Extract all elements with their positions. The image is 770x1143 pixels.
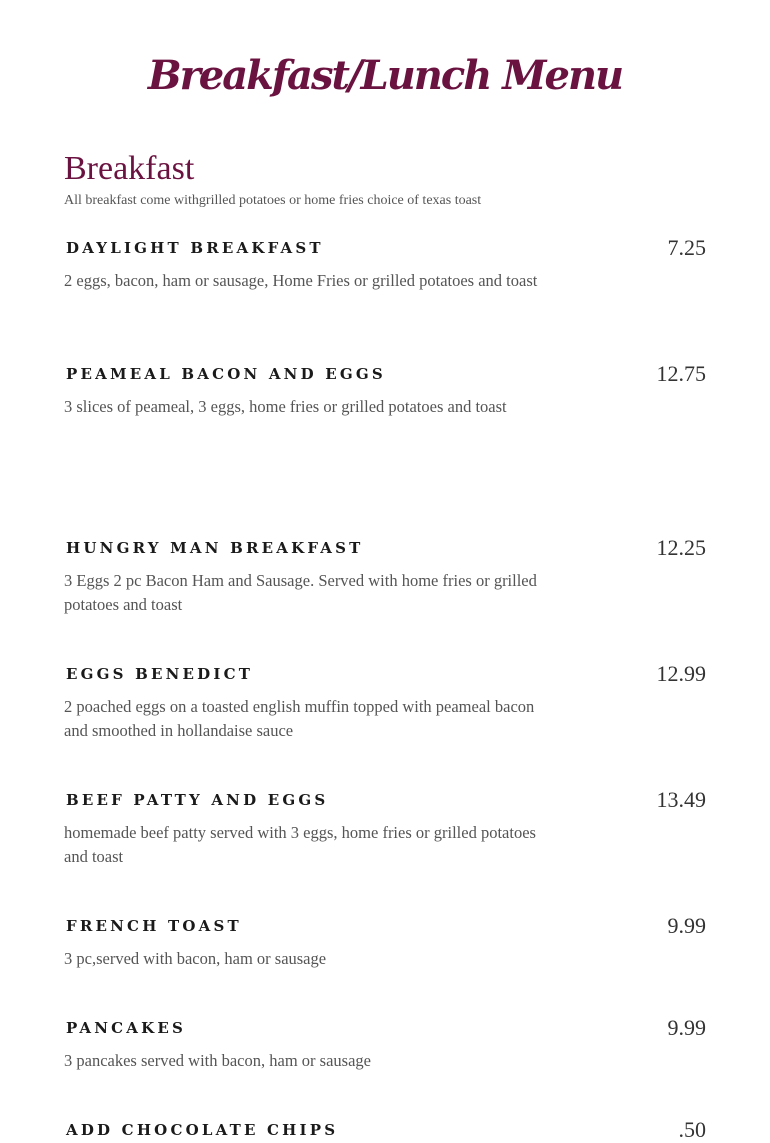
menu-item-name: ADD CHOCOLATE CHIPS: [66, 1121, 339, 1139]
menu-item-name: HUNGRY MAN BREAKFAST: [66, 539, 364, 557]
menu-item-description: 3 Eggs 2 pc Bacon Ham and Sausage. Served with home fries or grilled potatoes and toast: [64, 571, 537, 614]
menu-item-name: PEAMEAL BACON AND EGGS: [66, 365, 386, 383]
menu-item-price: 12.25: [656, 535, 706, 560]
menu-item-price: .50: [678, 1117, 706, 1142]
menu-item-description: 3 slices of peameal, 3 eggs, home fries or grilled potatoes and toast: [64, 397, 507, 416]
menu-item-price: 7.25: [667, 235, 706, 260]
menu-item-price: 13.49: [656, 787, 706, 812]
section-title-breakfast: Breakfast: [64, 150, 195, 187]
menu-item-description: 2 eggs, bacon, ham or sausage, Home Fries or grilled potatoes and toast: [64, 271, 538, 290]
menu-item-name: BEEF PATTY AND EGGS: [66, 791, 329, 809]
menu-item-price: 12.75: [656, 361, 706, 386]
menu-item-description: 2 poached eggs on a toasted english muffin topped with peameal bacon and smoothed in hollandaise sauce: [64, 697, 535, 740]
menu-item-name: DAYLIGHT BREAKFAST: [66, 239, 324, 257]
menu-item-name: PANCAKES: [66, 1019, 187, 1037]
menu-item-price: 12.99: [656, 661, 706, 686]
menu-item-description: 3 pc,served with bacon, ham or sausage: [64, 949, 327, 968]
menu-item-description: homemade beef patty served with 3 eggs, home fries or grilled potatoes and toast: [64, 823, 536, 866]
menu-item-price: 9.99: [667, 913, 706, 938]
menu-item-price: 9.99: [667, 1015, 706, 1040]
menu-item-name: FRENCH TOAST: [66, 917, 242, 935]
menu-item-description: 3 pancakes served with bacon, ham or sausage: [64, 1051, 371, 1070]
section-note: All breakfast come withgrilled potatoes or home fries choice of texas toast: [64, 193, 482, 208]
menu-item-name: EGGS BENEDICT: [66, 665, 254, 683]
menu-title: Breakfast/Lunch Menu: [147, 52, 623, 99]
